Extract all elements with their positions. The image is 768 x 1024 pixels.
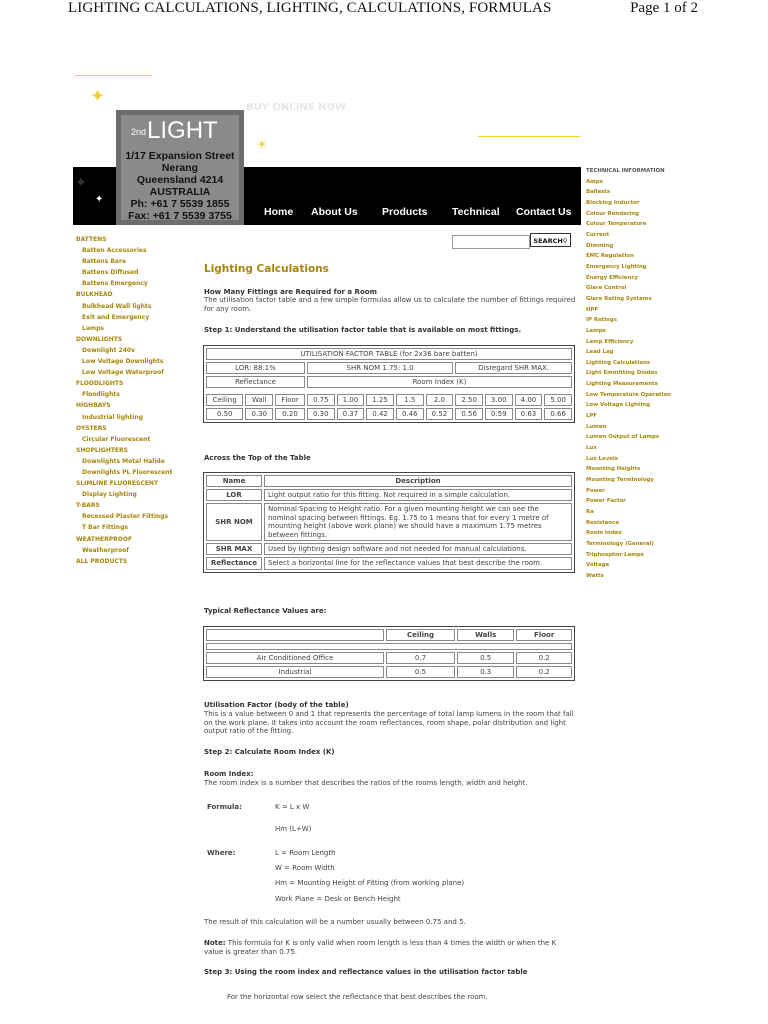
- reflectance-value: 0.2: [516, 652, 572, 664]
- uf-room-index-label: Room Index (K): [307, 376, 572, 388]
- reflectance-header: Walls: [457, 629, 514, 641]
- uf-room-index-value: 5.00: [544, 394, 572, 406]
- technical-link[interactable]: Power: [586, 487, 605, 494]
- technical-link[interactable]: Dimming: [586, 242, 614, 249]
- technical-link[interactable]: Lux Levels: [586, 455, 618, 462]
- reflectance-header: Floor: [516, 629, 572, 641]
- address-line: Queensland 4214: [136, 174, 224, 186]
- address-block: [121, 150, 239, 222]
- reflectance-value: 0.5: [386, 666, 455, 678]
- technical-link[interactable]: Blocking Inductor: [586, 199, 640, 206]
- section-heading: Across the Top of the Table: [204, 454, 311, 462]
- phone: Ph: +61 7 5539 1855: [130, 198, 230, 210]
- paragraph: For the horizontal row select the reflectance that best describes the room.: [227, 993, 488, 1001]
- uf-room-index-value: 4.00: [515, 394, 543, 406]
- uf-value: 0.52: [426, 408, 454, 420]
- uf-room-index-value: 3.00: [485, 394, 513, 406]
- where-label: Where:: [207, 849, 236, 857]
- address-line: AUSTRALIA: [149, 186, 211, 198]
- paragraph: The result of this calculation will be a number usually between 0.75 and 5.: [204, 918, 466, 926]
- category-nav: [76, 234, 196, 567]
- category-subitem[interactable]: Recessed Plaster Fittings: [82, 513, 169, 521]
- section-heading: Room Index:: [204, 770, 254, 778]
- step-heading: Step 3: Using the room index and reflectance values in the utilisation factor table: [204, 968, 528, 976]
- category-item[interactable]: SLIMLINE FLUORESCENT: [76, 480, 158, 488]
- room-type: Industrial: [206, 666, 384, 678]
- category-subitem[interactable]: T Bar Fittings: [82, 524, 128, 532]
- table-corner: [206, 629, 384, 641]
- term-name: SHR NOM: [206, 503, 262, 541]
- uf-value: 0.37: [337, 408, 365, 420]
- paragraph: The utilisation factor table and a few simple formulas allow us to calculate the number of fittings required for any room.: [204, 296, 576, 313]
- uf-value: 0.63: [515, 408, 543, 420]
- step-heading: Step 1: Understand the utilisation factor table that is available on most fittings.: [204, 326, 522, 334]
- section-heading: How Many Fittings are Required for a Room: [204, 288, 377, 296]
- technical-link[interactable]: Voltage: [586, 562, 610, 569]
- technical-link[interactable]: HPF: [586, 306, 599, 313]
- formula-denominator: Hm (L+W): [275, 825, 312, 833]
- technical-nav-heading: TECHNICAL INFORMATION: [586, 168, 665, 174]
- category-subitem[interactable]: Low Voltage Downlights: [82, 358, 164, 366]
- uf-value: 0.59: [485, 408, 513, 420]
- technical-link[interactable]: Triphosphor Lamps: [586, 551, 644, 558]
- technical-link[interactable]: Low Temperature Operation: [586, 391, 672, 398]
- category-item[interactable]: DOWNLIGHTS: [76, 335, 123, 343]
- uf-room-index-value: 1.5: [396, 394, 424, 406]
- category-subitem[interactable]: Exit and Emergency: [82, 313, 150, 321]
- utilisation-factor-table: [203, 345, 575, 423]
- search-button-label: SEARCH: [533, 237, 563, 245]
- where-item: W = Room Width: [275, 864, 335, 872]
- technical-link[interactable]: Ra: [586, 509, 594, 515]
- technical-link[interactable]: Lamps: [586, 327, 606, 334]
- category-item[interactable]: OYSTERS: [76, 424, 107, 432]
- reflectance-header: Ceiling: [386, 629, 455, 641]
- technical-link[interactable]: EMC Regulation: [586, 253, 634, 260]
- technical-link[interactable]: Colour Temperature: [586, 221, 647, 228]
- technical-link[interactable]: Lighting Calculations: [586, 359, 651, 366]
- technical-link[interactable]: Room Index: [586, 530, 622, 537]
- buy-online-link[interactable]: BUY ONLINE NOW: [246, 102, 347, 113]
- technical-nav: [586, 166, 706, 582]
- reflectance-value: 0.3: [457, 666, 514, 678]
- uf-lor: LOR: 88.1%: [206, 362, 305, 374]
- terms-table: [203, 472, 575, 573]
- terms-table-header: Name: [206, 475, 262, 487]
- search-icon: ⚲: [562, 237, 568, 245]
- uf-disregard: Disregard SHR MAX.: [455, 362, 572, 374]
- uf-col-header: Wall: [245, 394, 273, 406]
- term-description: Used by lighting design software and not needed for manual calculations.: [264, 543, 572, 555]
- uf-room-index-value: 0.75: [307, 394, 335, 406]
- category-subitem[interactable]: Weatherproof: [82, 546, 129, 554]
- technical-link[interactable]: Lead Lag: [586, 349, 614, 356]
- category-subitem[interactable]: Battens Bare: [82, 258, 127, 266]
- uf-table-title: UTILISATION FACTOR TABLE (for 2x36 bare batten): [206, 348, 572, 360]
- reflectance-value: 0.7: [386, 652, 455, 664]
- category-subitem[interactable]: Display Lighting: [82, 491, 137, 499]
- nav-home[interactable]: Home: [264, 206, 294, 218]
- technical-link[interactable]: Resistance: [586, 519, 619, 526]
- category-subitem[interactable]: Low Voltage Waterproof: [82, 369, 164, 377]
- where-item: Hm = Mounting Height of Fitting (from working plane): [275, 879, 465, 887]
- uf-reflectance-label: Reflectance: [206, 376, 305, 388]
- fax: Fax: +61 7 5539 3755: [128, 210, 232, 222]
- category-item[interactable]: BATTENS: [76, 236, 107, 243]
- document-title: LIGHTING CALCULATIONS, LIGHTING, CALCULATIONS, FORMULAS: [68, 0, 552, 16]
- category-subitem[interactable]: Bulkhead Wall lights: [82, 302, 152, 310]
- category-item[interactable]: HIGHBAYS: [76, 402, 111, 410]
- formula-label: Formula:: [207, 803, 242, 811]
- category-subitem[interactable]: Circular Fluorescent: [82, 435, 151, 443]
- technical-link[interactable]: Terminology (General): [586, 540, 654, 547]
- decor-line: [75, 75, 152, 76]
- reflectance-value: 0.5: [457, 652, 514, 664]
- uf-reflectance-value: 0.30: [245, 408, 273, 420]
- reflectance-table: [203, 626, 575, 681]
- category-subitem[interactable]: Batten Accessories: [82, 247, 147, 255]
- room-type: Air Conditioned Office: [206, 652, 384, 664]
- paragraph: The room index is a number that describes the ratios of the rooms length, width and height.: [204, 779, 528, 787]
- category-item[interactable]: BULKHEAD: [76, 291, 113, 299]
- address-line: 1/17 Expansion Street: [125, 150, 235, 162]
- technical-link[interactable]: Power Factor: [586, 498, 626, 505]
- page-number: Page 1 of 2: [630, 0, 698, 16]
- nav-contact-us[interactable]: Contact Us: [516, 206, 572, 218]
- note-text: This formula for K is only valid when room length is less than 4 times the width or when the K value is greater than 0.75.: [204, 939, 557, 956]
- technical-link[interactable]: Emergency Lighting: [586, 263, 647, 270]
- section-heading: Typical Reflectance Values are:: [204, 607, 327, 615]
- technical-link[interactable]: Energy Efficiency: [586, 274, 639, 281]
- table-row: [206, 503, 572, 541]
- sun-icon: ☀: [256, 138, 268, 153]
- section-heading: Utilisation Factor (body of the table): [204, 701, 349, 709]
- where-item: Work Plane = Desk or Bench Height: [275, 895, 401, 903]
- category-subitem[interactable]: Downlight 240v: [82, 346, 135, 354]
- category-subitem[interactable]: Battens Emergency: [82, 280, 148, 288]
- technical-link[interactable]: Current: [586, 231, 610, 238]
- technical-link[interactable]: Light Emmitting Diodes: [586, 370, 658, 377]
- uf-reflectance-value: 0.20: [275, 408, 305, 420]
- category-subitem[interactable]: Lamps: [82, 324, 104, 332]
- logo-text: LIGHT: [147, 117, 218, 144]
- uf-room-index-value: 1.00: [337, 394, 365, 406]
- category-item[interactable]: T-BARS: [76, 502, 100, 510]
- term-description: Light output ratio for this fitting. Not required in a simple calculation.: [264, 489, 572, 501]
- star-icon: ✦: [95, 194, 104, 205]
- technical-link[interactable]: Glare Rating Systems: [586, 295, 652, 302]
- term-name: Reflectance: [206, 557, 262, 569]
- uf-value: 0.56: [455, 408, 483, 420]
- where-item: L = Room Length: [275, 849, 336, 857]
- uf-room-index-value: 1.25: [366, 394, 394, 406]
- page-title: Lighting Calculations: [204, 263, 329, 275]
- technical-link[interactable]: Ballasts: [586, 189, 611, 196]
- category-item[interactable]: FLOODLIGHTS: [76, 380, 124, 388]
- category-subitem[interactable]: Battens Diffused: [82, 269, 139, 277]
- technical-link[interactable]: Colour Rendering: [586, 210, 639, 217]
- technical-link[interactable]: Lumen: [586, 423, 607, 430]
- category-item[interactable]: WEATHERPROOF: [76, 535, 133, 543]
- category-item[interactable]: SHOPLIGHTERS: [76, 446, 128, 454]
- uf-shr-nom: SHR NOM 1.75: 1.0: [307, 362, 453, 374]
- uf-value: 0.66: [544, 408, 572, 420]
- term-name: LOR: [206, 489, 262, 501]
- formula-numerator: K = L x W: [275, 803, 310, 811]
- category-subitem[interactable]: Floodlights: [82, 391, 120, 399]
- table-row: [206, 489, 572, 501]
- category-subitem[interactable]: Downlights PL Fluorescent: [82, 468, 173, 476]
- star-icon: ✦: [75, 175, 87, 191]
- search-input[interactable]: [452, 235, 530, 249]
- table-row: [206, 557, 572, 569]
- uf-value: 0.30: [307, 408, 335, 420]
- category-subitem[interactable]: Industrial lighting: [82, 413, 143, 421]
- reflectance-value: 0.2: [516, 666, 572, 678]
- technical-link[interactable]: Low Voltage Lighting: [586, 402, 651, 409]
- search-button[interactable]: [530, 233, 571, 247]
- technical-link[interactable]: Lighting Measurements: [586, 381, 658, 388]
- uf-value: 0.46: [396, 408, 424, 420]
- paragraph: This is a value between 0 and 1 that represents the percentage of total lamp lumens in the room that fall on the work plane. It takes into account the room reflectances, room shape, polar distribution and light output ratio of the fitting.: [204, 710, 574, 736]
- terms-table-header: Description: [264, 475, 572, 487]
- step-heading: Step 2: Calculate Room Index (K): [204, 748, 335, 756]
- table-row: [206, 666, 572, 678]
- nav-about-us[interactable]: About Us: [311, 206, 358, 218]
- uf-col-header: Floor: [275, 394, 305, 406]
- technical-link[interactable]: Amps: [586, 178, 603, 185]
- technical-link[interactable]: IP Ratings: [586, 317, 617, 324]
- uf-room-index-value: 2.0: [426, 394, 454, 406]
- note-label: Note:: [204, 939, 226, 947]
- term-description: Nominal Spacing to Height ratio. For a given mounting height we can see the nominal spacing between fittings. Eg. 1.75 to 1 means that for every 1 metre of mounting height (above work plane) we should have a maximum 1.75 metres between fittings.: [264, 503, 572, 541]
- table-row: [206, 652, 572, 664]
- logo[interactable]: [116, 110, 244, 225]
- technical-link[interactable]: Lamp Efficiency: [586, 338, 634, 345]
- technical-link[interactable]: Mounting Terminology: [586, 477, 654, 484]
- technical-link[interactable]: Lux: [586, 445, 597, 452]
- nav-technical[interactable]: Technical: [452, 206, 500, 218]
- table-row: [206, 543, 572, 555]
- nav-products[interactable]: Products: [382, 206, 428, 218]
- logo-superscript: 2nd: [131, 126, 147, 137]
- category-subitem[interactable]: Downlights Metal Halide: [82, 457, 165, 465]
- technical-link[interactable]: Lumen Output of Lamps: [586, 434, 660, 441]
- uf-col-header: Ceiling: [206, 394, 243, 406]
- technical-link[interactable]: Watts: [586, 572, 604, 579]
- address-line: Nerang: [161, 162, 199, 174]
- uf-room-index-value: 2.50: [455, 394, 483, 406]
- term-description: Select a horizontal line for the reflectance values that best describe the room.: [264, 557, 572, 569]
- technical-link[interactable]: Glare Control: [586, 285, 627, 292]
- decor-line: [478, 136, 580, 137]
- sparkle-icon: ✦: [90, 86, 106, 107]
- note: [204, 939, 576, 956]
- uf-value: 0.42: [366, 408, 394, 420]
- category-item[interactable]: ALL PRODUCTS: [76, 557, 128, 565]
- technical-link[interactable]: LPF: [586, 413, 598, 420]
- uf-reflectance-value: 0.50: [206, 408, 243, 420]
- technical-link[interactable]: Mounting Heights: [586, 466, 641, 473]
- term-name: SHR MAX: [206, 543, 262, 555]
